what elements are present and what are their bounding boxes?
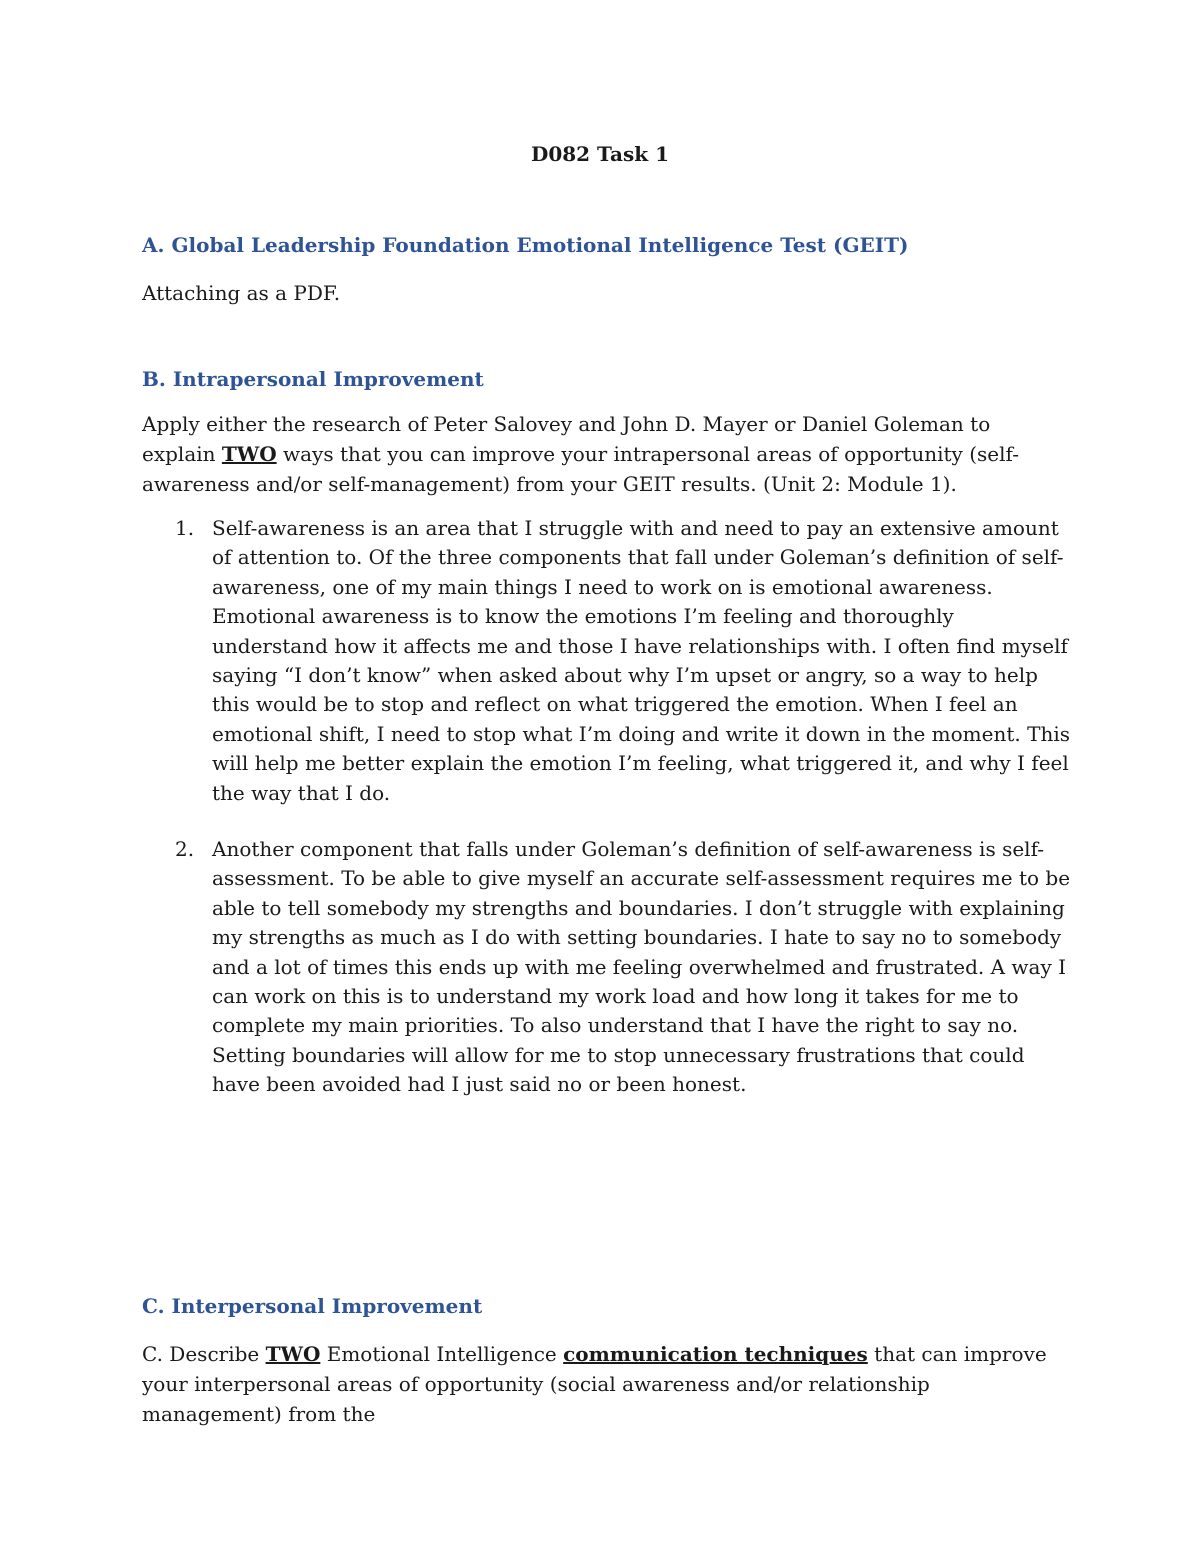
document-title: D082 Task 1 (531, 142, 669, 166)
section-c-prompt-emphasis-two: TWO (265, 1342, 321, 1366)
section-b-prompt-part1: Apply either the research of Peter Salovey and John D. Mayer or Daniel Goleman to explain (142, 412, 991, 466)
section-b-prompt (142, 409, 1062, 499)
section-c-prompt-part2: Emotional Intelligence (320, 1342, 564, 1366)
section-c-prompt-emphasis-techniques: communication techniques (563, 1342, 868, 1366)
section-a-text: Attaching as a PDF. (142, 281, 341, 305)
section-b-prompt-emphasis: TWO (221, 442, 277, 466)
list-item-2-number: 2. (175, 837, 195, 861)
section-b-heading: B. Intrapersonal Improvement (142, 367, 484, 391)
section-a-heading: A. Global Leadership Foundation Emotional Intelligence Test (GEIT) (142, 233, 909, 257)
section-c-heading: C. Interpersonal Improvement (142, 1294, 483, 1318)
section-c-prompt-part3: that can improve your interpersonal areas of opportunity (social awareness and/or relationship management) from the (142, 1342, 1047, 1426)
section-c-prompt-part1: C. Describe (142, 1342, 266, 1366)
list-item-1-number: 1. (175, 516, 195, 540)
section-c-prompt (142, 1339, 1062, 1429)
list-item-1-text: Self-awareness is an area that I struggle with and need to pay an extensive amount of attention to. Of the three components that fall under Goleman’s definition of self-awareness, one of my main things I need to work on is emotional awareness. Emotional awareness is to know the emotions I’m feeling and thoroughly understand how it affects me and those I have relationships with. I often find myself saying “I don’t know” when asked about why I’m upset or angry, so a way to help this would be to stop and reflect on what triggered the emotion. When I feel an emotional shift, I need to stop what I’m doing and write it down in the moment. This will help me better explain the emotion I’m feeling, what triggered it, and why I feel the way that I do. (212, 516, 1070, 805)
list-item-2-text: Another component that falls under Goleman’s definition of self-awareness is self-assessment. To be able to give myself an accurate self-assessment requires me to be able to tell somebody my strengths and boundaries. I don’t struggle with explaining my strengths as much as I do with setting boundaries. I hate to say no to somebody and a lot of times this ends up with me feeling overwhelmed and frustrated. A way I can work on this is to understand my work load and how long it takes for me to complete my main priorities. To also understand that I have the right to say no. Setting boundaries will allow for me to stop unnecessary frustrations that could have been avoided had I just said no or been honest. (212, 837, 1071, 1097)
list-item-1 (142, 514, 1077, 808)
list-item-2 (142, 835, 1077, 1100)
section-b-prompt-part2: ways that you can improve your intrapersonal areas of opportunity (self-awareness and/or self-management) from your GEIT results. (Unit 2: Module 1). (142, 442, 1019, 496)
